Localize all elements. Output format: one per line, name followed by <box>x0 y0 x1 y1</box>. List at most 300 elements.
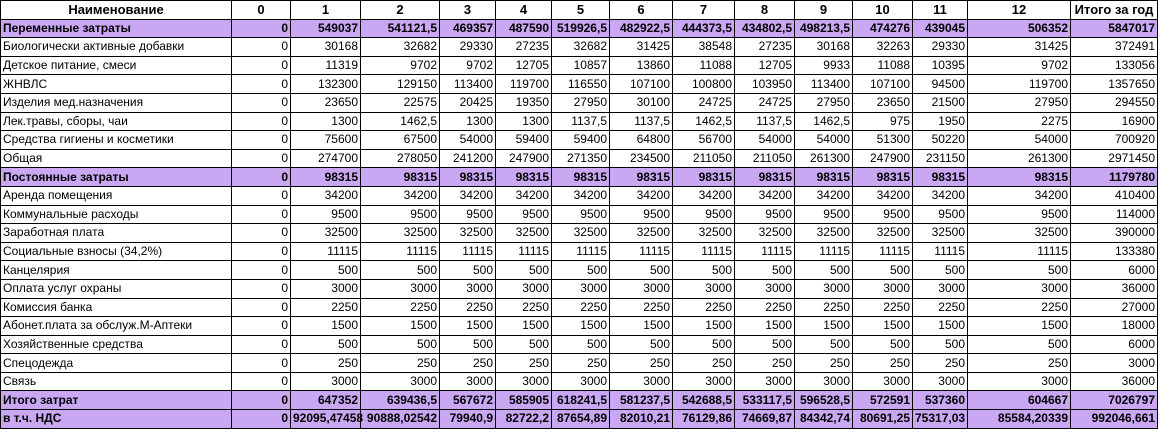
table-cell: 1500 <box>853 317 913 336</box>
table-cell: 0 <box>232 205 291 224</box>
table-cell: 500 <box>552 261 610 280</box>
table-cell: 1137,5 <box>552 112 610 131</box>
table-cell: 5847017 <box>1071 19 1158 38</box>
row-label: Итого затрат <box>1 391 232 410</box>
table-cell: 241200 <box>440 149 496 168</box>
table-cell: 0 <box>232 38 291 57</box>
column-header: 11 <box>913 1 968 20</box>
table-row <box>1 242 1158 261</box>
table-cell: 500 <box>853 335 913 354</box>
table-cell: 500 <box>440 261 496 280</box>
table-cell: 0 <box>232 56 291 75</box>
table-cell: 250 <box>673 354 735 373</box>
table-cell: 54000 <box>440 131 496 150</box>
column-header: 10 <box>853 1 913 20</box>
table-cell: 992046,661 <box>1071 410 1158 429</box>
table-cell: 1500 <box>361 317 440 336</box>
table-cell: 50220 <box>913 131 968 150</box>
table-cell: 250 <box>610 354 673 373</box>
table-cell: 34200 <box>610 186 673 205</box>
table-cell: 500 <box>913 261 968 280</box>
table-cell: 32500 <box>552 224 610 243</box>
table-cell: 20425 <box>440 93 496 112</box>
table-row <box>1 354 1158 373</box>
table-cell: 261300 <box>968 149 1071 168</box>
table-cell: 700920 <box>1071 131 1158 150</box>
table-cell: 9500 <box>610 205 673 224</box>
table-cell: 2250 <box>610 298 673 317</box>
table-cell: 250 <box>853 354 913 373</box>
table-cell: 541121,5 <box>361 19 440 38</box>
table-cell: 90888,02542 <box>361 410 440 429</box>
table-cell: 1300 <box>291 112 361 131</box>
table-cell: 211050 <box>673 149 735 168</box>
table-cell: 0 <box>232 168 291 187</box>
table-cell: 271350 <box>552 149 610 168</box>
table-cell: 79940,9 <box>440 410 496 429</box>
table-cell: 250 <box>361 354 440 373</box>
table-cell: 129150 <box>361 75 440 94</box>
table-cell: 34200 <box>673 186 735 205</box>
table-cell: 11088 <box>673 56 735 75</box>
table-cell: 34200 <box>795 186 853 205</box>
table-cell: 9500 <box>735 205 795 224</box>
table-cell: 1462,5 <box>361 112 440 131</box>
table-cell: 38548 <box>673 38 735 57</box>
table-cell: 9500 <box>795 205 853 224</box>
table-cell: 1500 <box>291 317 361 336</box>
table-cell: 31425 <box>968 38 1071 57</box>
table-cell: 0 <box>232 410 291 429</box>
table-cell: 34200 <box>735 186 795 205</box>
table-cell: 7026797 <box>1071 391 1158 410</box>
row-label: Спецодежда <box>1 354 232 373</box>
table-cell: 3000 <box>440 279 496 298</box>
table-row <box>1 56 1158 75</box>
table-cell: 12705 <box>735 56 795 75</box>
table-cell: 434802,5 <box>735 19 795 38</box>
table-cell: 2250 <box>853 298 913 317</box>
table-cell: 98315 <box>496 168 552 187</box>
table-cell: 2250 <box>552 298 610 317</box>
table-cell: 133380 <box>1071 242 1158 261</box>
table-cell: 32500 <box>610 224 673 243</box>
table-cell: 94500 <box>913 75 968 94</box>
column-header: 3 <box>440 1 496 20</box>
table-cell: 3000 <box>361 279 440 298</box>
table-cell: 500 <box>496 261 552 280</box>
table-cell: 119700 <box>968 75 1071 94</box>
table-cell: 54000 <box>968 131 1071 150</box>
table-cell: 100800 <box>673 75 735 94</box>
table-cell: 250 <box>913 354 968 373</box>
table-cell: 500 <box>735 261 795 280</box>
table-cell: 32500 <box>968 224 1071 243</box>
row-label: Канцелярия <box>1 261 232 280</box>
table-cell: 1500 <box>496 317 552 336</box>
table-cell: 3000 <box>673 279 735 298</box>
table-row <box>1 335 1158 354</box>
table-cell: 1500 <box>735 317 795 336</box>
table-cell: 500 <box>913 335 968 354</box>
table-cell: 0 <box>232 335 291 354</box>
table-cell: 75600 <box>291 131 361 150</box>
table-cell: 3000 <box>735 372 795 391</box>
table-row <box>1 372 1158 391</box>
table-cell: 32263 <box>853 38 913 57</box>
row-label: Постоянные затраты <box>1 168 232 187</box>
table-row <box>1 279 1158 298</box>
table-cell: 92095,47458 <box>291 410 361 429</box>
table-cell: 11115 <box>440 242 496 261</box>
table-cell: 0 <box>232 93 291 112</box>
table-cell: 75317,03 <box>913 410 968 429</box>
table-cell: 274700 <box>291 149 361 168</box>
table-cell: 119700 <box>496 75 552 94</box>
table-cell: 24725 <box>673 93 735 112</box>
table-cell: 23650 <box>853 93 913 112</box>
table-cell: 498213,5 <box>795 19 853 38</box>
table-cell: 487590 <box>496 19 552 38</box>
row-label: Комиссия банка <box>1 298 232 317</box>
table-cell: 3000 <box>673 372 735 391</box>
table-cell: 3000 <box>552 279 610 298</box>
table-cell: 27235 <box>496 38 552 57</box>
table-body <box>1 19 1158 428</box>
table-cell: 18000 <box>1071 317 1158 336</box>
column-header: 6 <box>610 1 673 20</box>
table-cell: 506352 <box>968 19 1071 38</box>
column-header: 8 <box>735 1 795 20</box>
table-cell: 32500 <box>795 224 853 243</box>
table-cell: 32682 <box>552 38 610 57</box>
table-cell: 6000 <box>1071 335 1158 354</box>
table-cell: 500 <box>291 335 361 354</box>
table-cell: 261300 <box>795 149 853 168</box>
table-cell: 85584,20339 <box>968 410 1071 429</box>
table-cell: 3000 <box>968 279 1071 298</box>
table-cell: 87654,89 <box>552 410 610 429</box>
table-cell: 67500 <box>361 131 440 150</box>
table-cell: 500 <box>673 335 735 354</box>
table-cell: 1500 <box>913 317 968 336</box>
table-cell: 3000 <box>552 372 610 391</box>
table-cell: 9702 <box>968 56 1071 75</box>
table-cell: 250 <box>552 354 610 373</box>
table-cell: 572591 <box>853 391 913 410</box>
table-cell: 0 <box>232 186 291 205</box>
table-cell: 500 <box>610 335 673 354</box>
table-cell: 3000 <box>913 279 968 298</box>
table-cell: 10857 <box>552 56 610 75</box>
table-cell: 9702 <box>440 56 496 75</box>
row-label: Детское питание, смеси <box>1 56 232 75</box>
table-cell: 1357650 <box>1071 75 1158 94</box>
table-cell: 537360 <box>913 391 968 410</box>
table-cell: 116550 <box>552 75 610 94</box>
table-cell: 294550 <box>1071 93 1158 112</box>
table-cell: 482922,5 <box>610 19 673 38</box>
table-cell: 500 <box>673 261 735 280</box>
table-cell: 0 <box>232 224 291 243</box>
table-cell: 98315 <box>735 168 795 187</box>
table-cell: 51300 <box>853 131 913 150</box>
table-cell: 567672 <box>440 391 496 410</box>
table-cell: 3000 <box>291 279 361 298</box>
row-label: Социальные взносы (34,2%) <box>1 242 232 261</box>
table-cell: 3000 <box>795 279 853 298</box>
table-cell: 11115 <box>361 242 440 261</box>
table-cell: 500 <box>496 335 552 354</box>
table-cell: 11115 <box>795 242 853 261</box>
table-cell: 27000 <box>1071 298 1158 317</box>
table-cell: 34200 <box>552 186 610 205</box>
table-cell: 533117,5 <box>735 391 795 410</box>
table-cell: 34200 <box>440 186 496 205</box>
table-cell: 0 <box>232 242 291 261</box>
table-cell: 98315 <box>552 168 610 187</box>
table-cell: 1137,5 <box>735 112 795 131</box>
table-cell: 27950 <box>795 93 853 112</box>
table-cell: 34200 <box>496 186 552 205</box>
header-row <box>1 1 1158 20</box>
table-cell: 9500 <box>496 205 552 224</box>
table-cell: 24725 <box>735 93 795 112</box>
table-row <box>1 75 1158 94</box>
table-cell: 30168 <box>795 38 853 57</box>
table-cell: 542688,5 <box>673 391 735 410</box>
row-label: Заработная плата <box>1 224 232 243</box>
table-row <box>1 131 1158 150</box>
table-cell: 6000 <box>1071 261 1158 280</box>
table-cell: 1179780 <box>1071 168 1158 187</box>
table-cell: 1462,5 <box>673 112 735 131</box>
row-label: Изделия мед.назначения <box>1 93 232 112</box>
table-cell: 3000 <box>361 372 440 391</box>
table-cell: 390000 <box>1071 224 1158 243</box>
table-cell: 27950 <box>552 93 610 112</box>
table-cell: 10395 <box>913 56 968 75</box>
table-cell: 9500 <box>361 205 440 224</box>
column-header-name: Наименование <box>1 1 232 20</box>
table-cell: 0 <box>232 131 291 150</box>
table-row <box>1 298 1158 317</box>
table-cell: 211050 <box>735 149 795 168</box>
table-cell: 500 <box>853 261 913 280</box>
table-cell: 278050 <box>361 149 440 168</box>
table-cell: 11115 <box>610 242 673 261</box>
row-label: Коммунальные расходы <box>1 205 232 224</box>
table-cell: 9500 <box>968 205 1071 224</box>
table-cell: 31425 <box>610 38 673 57</box>
table-cell: 410400 <box>1071 186 1158 205</box>
table-cell: 3000 <box>610 372 673 391</box>
table-cell: 36000 <box>1071 279 1158 298</box>
table-cell: 1500 <box>673 317 735 336</box>
table-cell: 469357 <box>440 19 496 38</box>
table-cell: 74669,87 <box>735 410 795 429</box>
table-cell: 9500 <box>853 205 913 224</box>
section-row <box>1 410 1158 429</box>
table-cell: 29330 <box>913 38 968 57</box>
table-cell: 1500 <box>610 317 673 336</box>
table-cell: 16900 <box>1071 112 1158 131</box>
table-cell: 27235 <box>735 38 795 57</box>
table-cell: 11319 <box>291 56 361 75</box>
table-cell: 500 <box>735 335 795 354</box>
table-cell: 9500 <box>291 205 361 224</box>
column-header: 1 <box>291 1 361 20</box>
table-cell: 585905 <box>496 391 552 410</box>
table-cell: 500 <box>968 335 1071 354</box>
table-cell: 59400 <box>552 131 610 150</box>
table-cell: 581237,5 <box>610 391 673 410</box>
table-cell: 596528,5 <box>795 391 853 410</box>
table-cell: 98315 <box>291 168 361 187</box>
table-cell: 639436,5 <box>361 391 440 410</box>
column-header: 4 <box>496 1 552 20</box>
table-cell: 500 <box>440 335 496 354</box>
table-cell: 2250 <box>735 298 795 317</box>
table-cell: 0 <box>232 372 291 391</box>
table-cell: 98315 <box>968 168 1071 187</box>
column-header: 7 <box>673 1 735 20</box>
table-row <box>1 224 1158 243</box>
table-cell: 1137,5 <box>610 112 673 131</box>
table-cell: 3000 <box>440 372 496 391</box>
table-cell: 500 <box>795 261 853 280</box>
column-header: 9 <box>795 1 853 20</box>
table-cell: 21500 <box>913 93 968 112</box>
column-header: 2 <box>361 1 440 20</box>
table-cell: 84342,74 <box>795 410 853 429</box>
table-cell: 9702 <box>361 56 440 75</box>
table-cell: 0 <box>232 391 291 410</box>
table-cell: 132300 <box>291 75 361 94</box>
table-cell: 500 <box>291 261 361 280</box>
table-cell: 247900 <box>853 149 913 168</box>
table-cell: 1500 <box>968 317 1071 336</box>
table-cell: 36000 <box>1071 372 1158 391</box>
table-cell: 54000 <box>735 131 795 150</box>
table-cell: 107100 <box>853 75 913 94</box>
table-cell: 34200 <box>913 186 968 205</box>
table-cell: 2971450 <box>1071 149 1158 168</box>
table-cell: 1500 <box>552 317 610 336</box>
row-label: ЖНВЛС <box>1 75 232 94</box>
table-cell: 23650 <box>291 93 361 112</box>
table-cell: 444373,5 <box>673 19 735 38</box>
table-cell: 604667 <box>968 391 1071 410</box>
table-cell: 64800 <box>610 131 673 150</box>
table-cell: 0 <box>232 317 291 336</box>
table-cell: 11115 <box>913 242 968 261</box>
table-cell: 80691,25 <box>853 410 913 429</box>
table-cell: 0 <box>232 19 291 38</box>
table-cell: 32500 <box>853 224 913 243</box>
table-cell: 0 <box>232 112 291 131</box>
table-cell: 2250 <box>361 298 440 317</box>
table-cell: 3000 <box>735 279 795 298</box>
table-cell: 13860 <box>610 56 673 75</box>
table-cell: 2275 <box>968 112 1071 131</box>
table-cell: 82010,21 <box>610 410 673 429</box>
table-cell: 107100 <box>610 75 673 94</box>
table-cell: 32500 <box>291 224 361 243</box>
table-cell: 2250 <box>913 298 968 317</box>
table-cell: 54000 <box>795 131 853 150</box>
table-cell: 98315 <box>913 168 968 187</box>
table-cell: 372491 <box>1071 38 1158 57</box>
table-cell: 11115 <box>673 242 735 261</box>
column-header: 12 <box>968 1 1071 20</box>
table-cell: 34200 <box>361 186 440 205</box>
table-cell: 3000 <box>610 279 673 298</box>
table-cell: 250 <box>795 354 853 373</box>
table-cell: 0 <box>232 354 291 373</box>
table-cell: 11115 <box>291 242 361 261</box>
table-cell: 1300 <box>496 112 552 131</box>
table-cell: 12705 <box>496 56 552 75</box>
section-row <box>1 168 1158 187</box>
table-cell: 11115 <box>735 242 795 261</box>
table-cell: 76129,86 <box>673 410 735 429</box>
row-label: Абонет.плата за обслуж.М-Аптеки <box>1 317 232 336</box>
table-cell: 98315 <box>361 168 440 187</box>
table-cell: 32682 <box>361 38 440 57</box>
table-row <box>1 149 1158 168</box>
table-cell: 474276 <box>853 19 913 38</box>
table-cell: 647352 <box>291 391 361 410</box>
table-cell: 98315 <box>853 168 913 187</box>
table-cell: 500 <box>552 335 610 354</box>
row-label: Связь <box>1 372 232 391</box>
table-cell: 19350 <box>496 93 552 112</box>
table-cell: 34200 <box>853 186 913 205</box>
column-header: Итого за год <box>1071 1 1158 20</box>
table-cell: 9500 <box>913 205 968 224</box>
table-cell: 0 <box>232 75 291 94</box>
table-cell: 29330 <box>440 38 496 57</box>
table-cell: 9933 <box>795 56 853 75</box>
table-cell: 98315 <box>610 168 673 187</box>
table-cell: 11088 <box>853 56 913 75</box>
table-cell: 32500 <box>735 224 795 243</box>
table-cell: 234500 <box>610 149 673 168</box>
table-cell: 3000 <box>795 372 853 391</box>
table-cell: 231150 <box>913 149 968 168</box>
row-label: в т.ч. НДС <box>1 410 232 429</box>
table-cell: 98315 <box>795 168 853 187</box>
table-cell: 82722,2 <box>496 410 552 429</box>
table-cell: 32500 <box>913 224 968 243</box>
table-cell: 11115 <box>496 242 552 261</box>
table-cell: 0 <box>232 298 291 317</box>
table-cell: 250 <box>735 354 795 373</box>
table-cell: 3000 <box>853 372 913 391</box>
row-label: Переменные затраты <box>1 19 232 38</box>
table-cell: 500 <box>968 261 1071 280</box>
table-cell: 56700 <box>673 131 735 150</box>
row-label: Аренда помещения <box>1 186 232 205</box>
row-label: Общая <box>1 149 232 168</box>
row-label: Хозяйственные средства <box>1 335 232 354</box>
table-cell: 500 <box>610 261 673 280</box>
table-cell: 27950 <box>968 93 1071 112</box>
table-cell: 519926,5 <box>552 19 610 38</box>
table-cell: 11115 <box>552 242 610 261</box>
table-cell: 32500 <box>361 224 440 243</box>
